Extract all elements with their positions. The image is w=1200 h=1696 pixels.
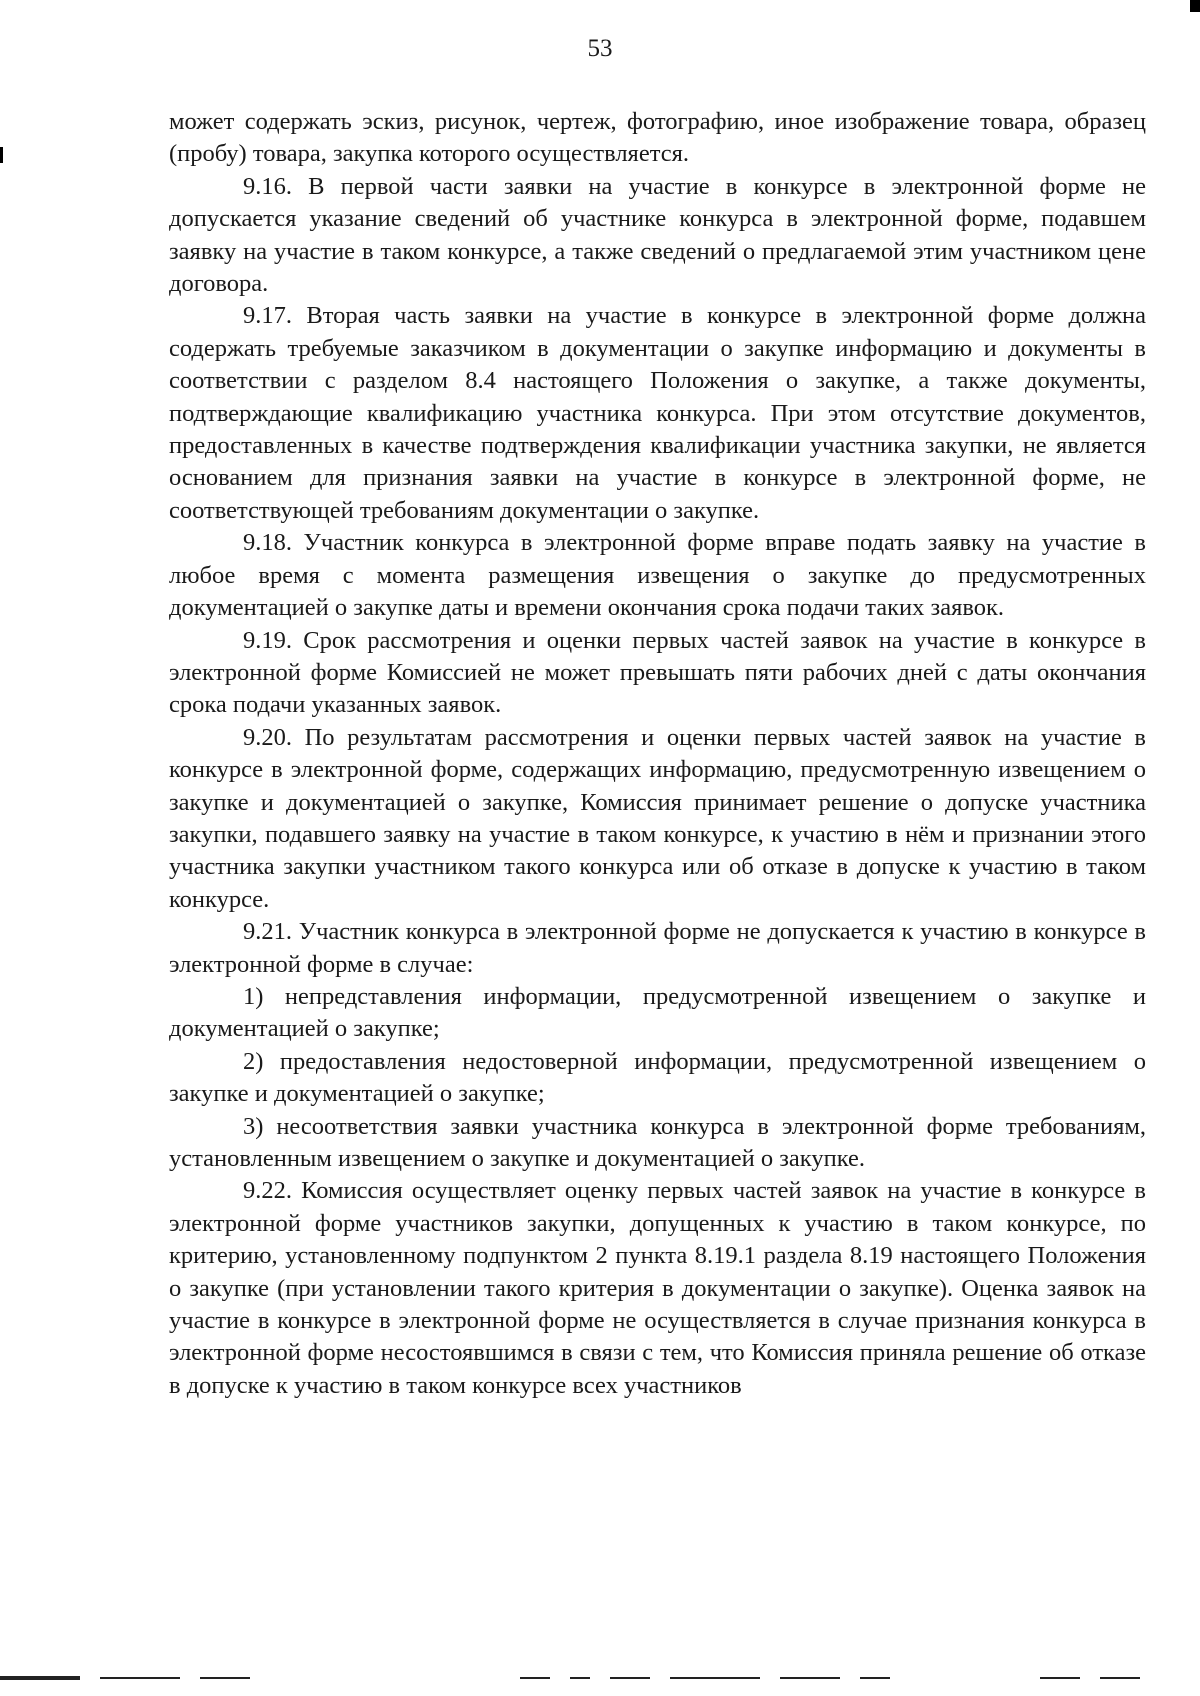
scan-artifact-left-edge [0, 147, 3, 163]
scan-artifact-bottom [0, 1674, 1200, 1682]
scan-artifact-corner [1190, 0, 1200, 12]
paragraph-9-19: 9.19. Срок рассмотрения и оценки первых частей заявок на участие в конкурсе в электронной форме Комиссией не может превышать пяти рабочих дней с даты окончания срока подачи указанных заявок. [169, 626, 1146, 719]
list-item-1: 1) непредставления информации, предусмотренной извещением о закупке и документацией о закупке; [169, 982, 1146, 1043]
paragraph-9-22: 9.22. Комиссия осуществляет оценку первых частей заявок на участие в конкурсе в электронной форме участников закупки, допущенных к участию в таком конкурсе, по критерию, установленному подпунктом 2 пункта 8.19.1 раздела 8.19 настоящего Положения о закупке (при установлении такого критерия в документации о закупке). Оценка заявок на участие в конкурсе в электронной форме не осуществляется в случае признания конкурса в электронной форме несостоявшимся в связи с тем, что Комиссия приняла решение об отказе в допуске к участию в таком конкурсе всех участников [169, 1177, 1146, 1399]
paragraph-9-17: 9.17. Вторая часть заявки на участие в конкурсе в электронной форме должна содержать требуемые заказчиком в документации о закупке информацию и документы в соответствии с разделом 8.4 настоящего Положения о закупке, а также документы, подтверждающие квалификацию участника конкурса. При этом отсутствие документов, предоставленных в качестве подтверждения квалификации участника закупки, не является основанием для признания заявки на участие в конкурсе в электронной форме, не соответствующей требованиям документации о закупке. [169, 302, 1146, 524]
list-item-3: 3) несоответствия заявки участника конкурса в электронной форме требованиям, установленным извещением о закупке и документацией о закупке. [169, 1112, 1146, 1172]
paragraph-continuation: может содержать эскиз, рисунок, чертеж, фотографию, иное изображение товара, образец (пробу) товара, закупка которого осуществляется. [169, 108, 1146, 168]
paragraph-9-16: 9.16. В первой части заявки на участие в конкурсе в электронной форме не допускается указание сведений об участнике конкурса в электронной форме, подавшем заявку на участие в таком конкурсе, а также сведений о предлагаемой этим участником цене договора. [169, 172, 1146, 298]
page-number: 53 [587, 35, 613, 62]
list-item-2: 2) предоставления недостоверной информации, предусмотренной извещением о закупке и документацией о закупке; [169, 1047, 1146, 1108]
paragraph-9-20: 9.20. По результатам рассмотрения и оценки первых частей заявок на участие в конкурсе в электронной форме, содержащих информацию, предусмотренную извещением о закупке и документацией о закупке, Комиссия принимает решение о допуске участника закупки, подавшего заявку на участие в таком конкурсе, к участию в нём и признании этого участника закупки участником такого конкурса или об отказе в допуске к участию в таком конкурсе. [169, 723, 1146, 913]
document-body [169, 106, 1146, 1402]
paragraph-9-18: 9.18. Участник конкурса в электронной форме вправе подать заявку на участие в любое время с момента размещения извещения о закупке до предусмотренных документацией о закупке даты и времени окончания срока подачи таких заявок. [169, 529, 1146, 622]
paragraph-9-21: 9.21. Участник конкурса в электронной форме не допускается к участию в конкурсе в электронной форме в случае: [169, 918, 1146, 978]
